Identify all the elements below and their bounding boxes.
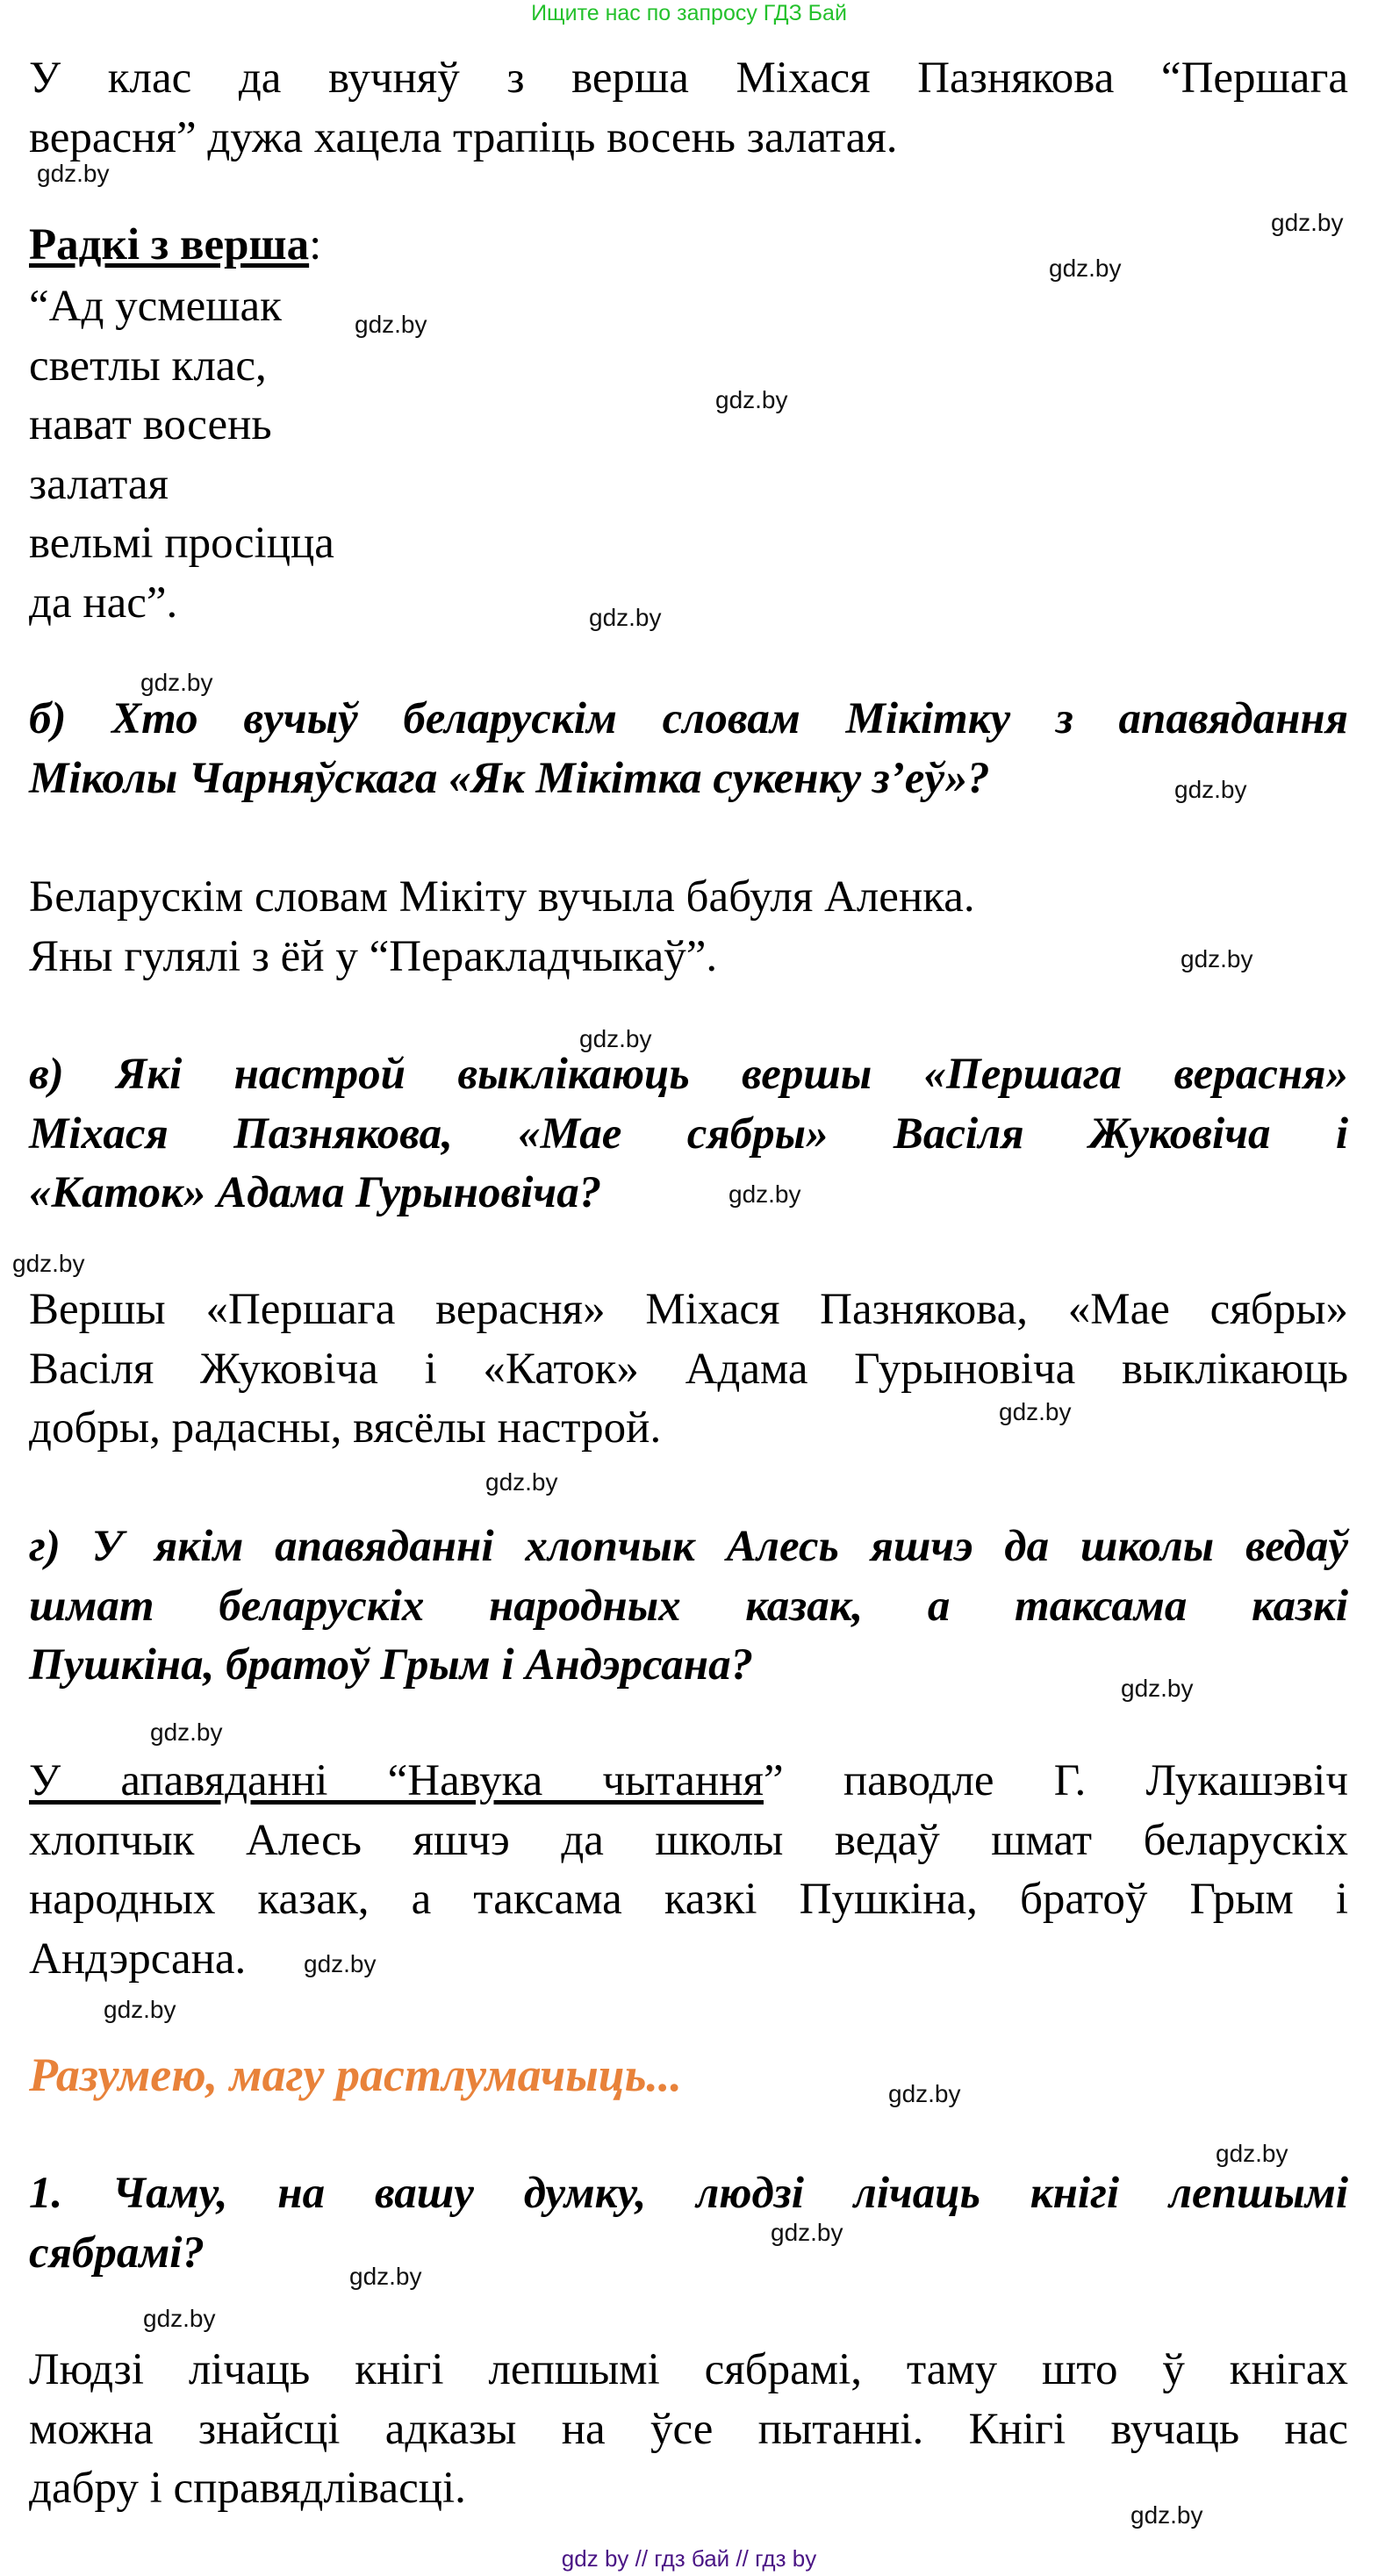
watermark: gdz.by <box>1174 776 1247 803</box>
poem-line: вельмі просіцца <box>29 519 334 568</box>
poem-line: да нас”. <box>29 578 178 628</box>
text-line: У клас да вучняў з верша Міхася Пазнякова “Першага <box>29 54 1348 103</box>
poem-line: нават восень <box>29 400 272 449</box>
poem-line: залатая <box>29 459 169 509</box>
question-line: шмат беларускіх народных казак, а таксама казкі <box>29 1581 1348 1631</box>
intro-paragraph <box>29 49 1348 168</box>
answer-line: добры, радасны, вясёлы настрой. <box>29 1403 662 1453</box>
answer-line: Андэрсана. <box>29 1934 247 1984</box>
answer-line <box>29 1752 1348 1812</box>
question-line: б) Хто вучыў беларускім словам Мікітку з апавядання <box>29 694 1348 743</box>
answer-g <box>29 1752 1348 1989</box>
section-heading <box>29 2046 1348 2106</box>
poem-heading-colon: : <box>309 220 322 269</box>
answer-line: Вершы «Першага верасня» Міхася Пазнякова, «Мае сябры» <box>29 1285 1348 1334</box>
text-line: верасня” дужа хацела трапіць восень залатая. <box>29 112 898 162</box>
poem-line: светлы клас, <box>29 341 267 391</box>
watermark: gdz.by <box>150 1719 223 1746</box>
watermark: gdz.by <box>771 2219 843 2246</box>
header-promo-link[interactable]: Ищите нас по запросу ГДЗ Бай <box>531 1 847 25</box>
answer-line: Яны гулялі з ёй у “Перакладчыкаў”. <box>29 931 718 981</box>
poem-line: “Ад усмешак <box>29 282 282 331</box>
question-line: Міколы Чарняўскага «Як Мікітка сукенку з’еў»? <box>29 753 990 803</box>
watermark: gdz.by <box>1121 1675 1194 1702</box>
watermark: gdz.by <box>304 1950 377 1977</box>
answer-line: народных казак, а таксама казкі Пушкіна, братоў Грым і <box>29 1875 1348 1924</box>
watermark: gdz.by <box>355 311 427 338</box>
answer-line: хлопчык Алесь яшчэ да школы ведаў шмат беларускіх <box>29 1815 1348 1865</box>
poem-lines <box>29 277 556 633</box>
question-line: 1. Чаму, на вашу думку, людзі лічаць кнігі лепшымі <box>29 2169 1348 2218</box>
answer-line: Васіля Жуковіча і «Каток» Адама Гурыновіча выклікаюць <box>29 1344 1348 1394</box>
watermark: gdz.by <box>37 160 110 187</box>
answer-v <box>29 1281 1348 1459</box>
watermark: gdz.by <box>589 604 662 631</box>
watermark: gdz.by <box>715 386 788 413</box>
question-g <box>29 1518 1348 1696</box>
question-line: сябрамі? <box>29 2228 205 2278</box>
watermark: gdz.by <box>12 1250 85 1277</box>
answer-line: Беларускім словам Мікіту вучыла бабуля Аленка. <box>29 872 975 922</box>
answer-line: дабру і справядлівасці. <box>29 2464 466 2513</box>
poem-heading <box>29 216 1348 276</box>
question-line: Пушкіна, братоў Грым і Андэрсана? <box>29 1640 754 1690</box>
answer-text: ” паводле Г. Лукашэвіч <box>763 1756 1348 1805</box>
answer-line: Людзі лічаць кнігі лепшымі сябрамі, таму што ў кнігах <box>29 2345 1348 2394</box>
watermark: gdz.by <box>143 2305 216 2332</box>
watermark: gdz.by <box>1130 2501 1203 2529</box>
watermark: gdz.by <box>888 2080 961 2107</box>
section-title: Разумею, магу растлумачыць... <box>29 2049 682 2101</box>
answer-1 <box>29 2341 1348 2519</box>
watermark: gdz.by <box>104 1996 176 2023</box>
watermark: gdz.by <box>728 1180 801 1208</box>
watermark: gdz.by <box>1181 945 1253 972</box>
question-1 <box>29 2164 1348 2283</box>
answer-b <box>29 868 1348 987</box>
answer-line: можна знайсці адказы на ўсе пытанні. Кнігі вучаць нас <box>29 2404 1348 2454</box>
poem-heading-title: Радкі з верша <box>29 220 310 269</box>
question-line: г) У якім апавяданні хлопчык Алесь яшчэ да школы ведаў <box>29 1522 1348 1571</box>
question-line: в) Які настрой выклікаюць вершы «Першага верасня» <box>29 1050 1348 1099</box>
watermark: gdz.by <box>999 1398 1072 1425</box>
footer-links[interactable]: gdz by // гдз бай // гдз by <box>561 2545 817 2572</box>
watermark: gdz.by <box>1216 2140 1288 2167</box>
question-line: «Каток» Адама Гурыновіча? <box>29 1168 602 1217</box>
question-line: Міхася Пазнякова, «Мае сябры» Васіля Жуковіча і <box>29 1109 1348 1159</box>
watermark: gdz.by <box>1271 209 1344 236</box>
story-title-underlined: У апавяданні “Навука чытання <box>29 1756 764 1805</box>
watermark: gdz.by <box>140 669 213 696</box>
watermark: gdz.by <box>579 1025 652 1052</box>
watermark: gdz.by <box>1049 255 1122 282</box>
question-b <box>29 690 1348 808</box>
watermark: gdz.by <box>349 2263 422 2290</box>
watermark: gdz.by <box>485 1468 558 1496</box>
question-v <box>29 1045 1348 1223</box>
